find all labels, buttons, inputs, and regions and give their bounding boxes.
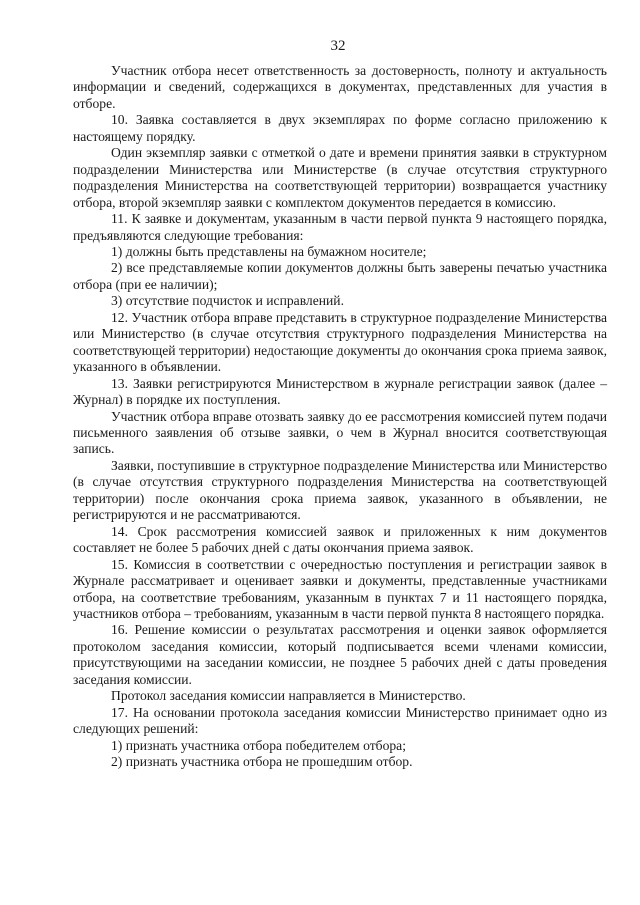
- paragraph: 2) все представляемые копии документов должны быть заверены печатью участника отбора (при ее наличии);: [73, 260, 607, 292]
- paragraph: 1) должны быть представлены на бумажном носителе;: [111, 243, 427, 259]
- paragraph: 17. На основании протокола заседания комиссии Министерство принимает одно из следующих решений:: [73, 704, 607, 737]
- paragraph: 1) признать участника отбора победителем отбора;: [111, 737, 406, 753]
- paragraph: 2) признать участника отбора не прошедшим отбор.: [111, 754, 413, 770]
- paragraph: 16. Решение комиссии о результатах рассмотрения и оценки заявок оформляется протоколом заседания комиссии, который подписывается всеми членами комиссии, присутствующими на заседании комиссии, не позднее 5 рабочих дней с даты проведения заседания комиссии.: [73, 622, 607, 687]
- page-number: 32: [330, 38, 346, 54]
- paragraph: 10. Заявка составляется в двух экземплярах по форме согласно приложению к настоящему порядку.: [73, 112, 607, 144]
- paragraph: 13. Заявки регистрируются Министерством в журнале регистрации заявок (далее – Журнал) в порядке их поступления.: [73, 375, 607, 408]
- paragraph: Заявки, поступившие в структурное подразделение Министерства или Министерство (в случае отсутствия структурного подразделения Министерства на соответствующей территории) после окончания срока приема заявок, указанного в объявлении, не регистрируются и не рассматриваются.: [73, 457, 607, 523]
- paragraph: 11. К заявке и документам, указанным в части первой пункта 9 настоящего порядка, предъявляются следующие требования:: [73, 211, 607, 243]
- paragraph: Участник отбора несет ответственность за достоверность, полноту и актуальность информации и сведений, содержащихся в документах, представленных для участия в отборе.: [73, 63, 607, 111]
- paragraph: Участник отбора вправе отозвать заявку до ее рассмотрения комиссией путем подачи письменного заявления об отзыве заявки, о чем в Журнал вносится соответствующая запись.: [73, 408, 607, 457]
- paragraph: 12. Участник отбора вправе представить в структурное подразделение Министерства или Министерство (в случае отсутствия структурного подразделения Министерства на соответствующей территории) недостающие документы до окончания срока приема заявок, указанного в объявлении.: [73, 309, 607, 375]
- paragraph: Протокол заседания комиссии направляется в Министерство.: [111, 688, 466, 704]
- paragraph: Один экземпляр заявки с отметкой о дате и времени принятия заявки в структурном подразделении Министерства или Министерстве (в случае отсутствия структурного подразделения Министерства на соответствующей территории) возвращается участнику отбора, второй экземпляр заявки с комплектом документов передается в комиссию.: [73, 145, 607, 210]
- paragraph: 3) отсутствие подчисток и исправлений.: [111, 293, 344, 309]
- paragraph: 15. Комиссия в соответствии с очередностью поступления и регистрации заявок в Журнале рассматривает и оценивает заявки и документы, представленные участниками отбора, на соответствие требованиям, указанным в пунктах 7 и 11 настоящего порядка, участников отбора – требованиям, указанным в части первой пункта 8 настоящего порядка.: [73, 556, 607, 621]
- paragraph: 14. Срок рассмотрения комиссией заявок и приложенных к ним документов составляет не более 5 рабочих дней с даты окончания приема заявок.: [73, 523, 607, 556]
- body-text: [73, 63, 607, 770]
